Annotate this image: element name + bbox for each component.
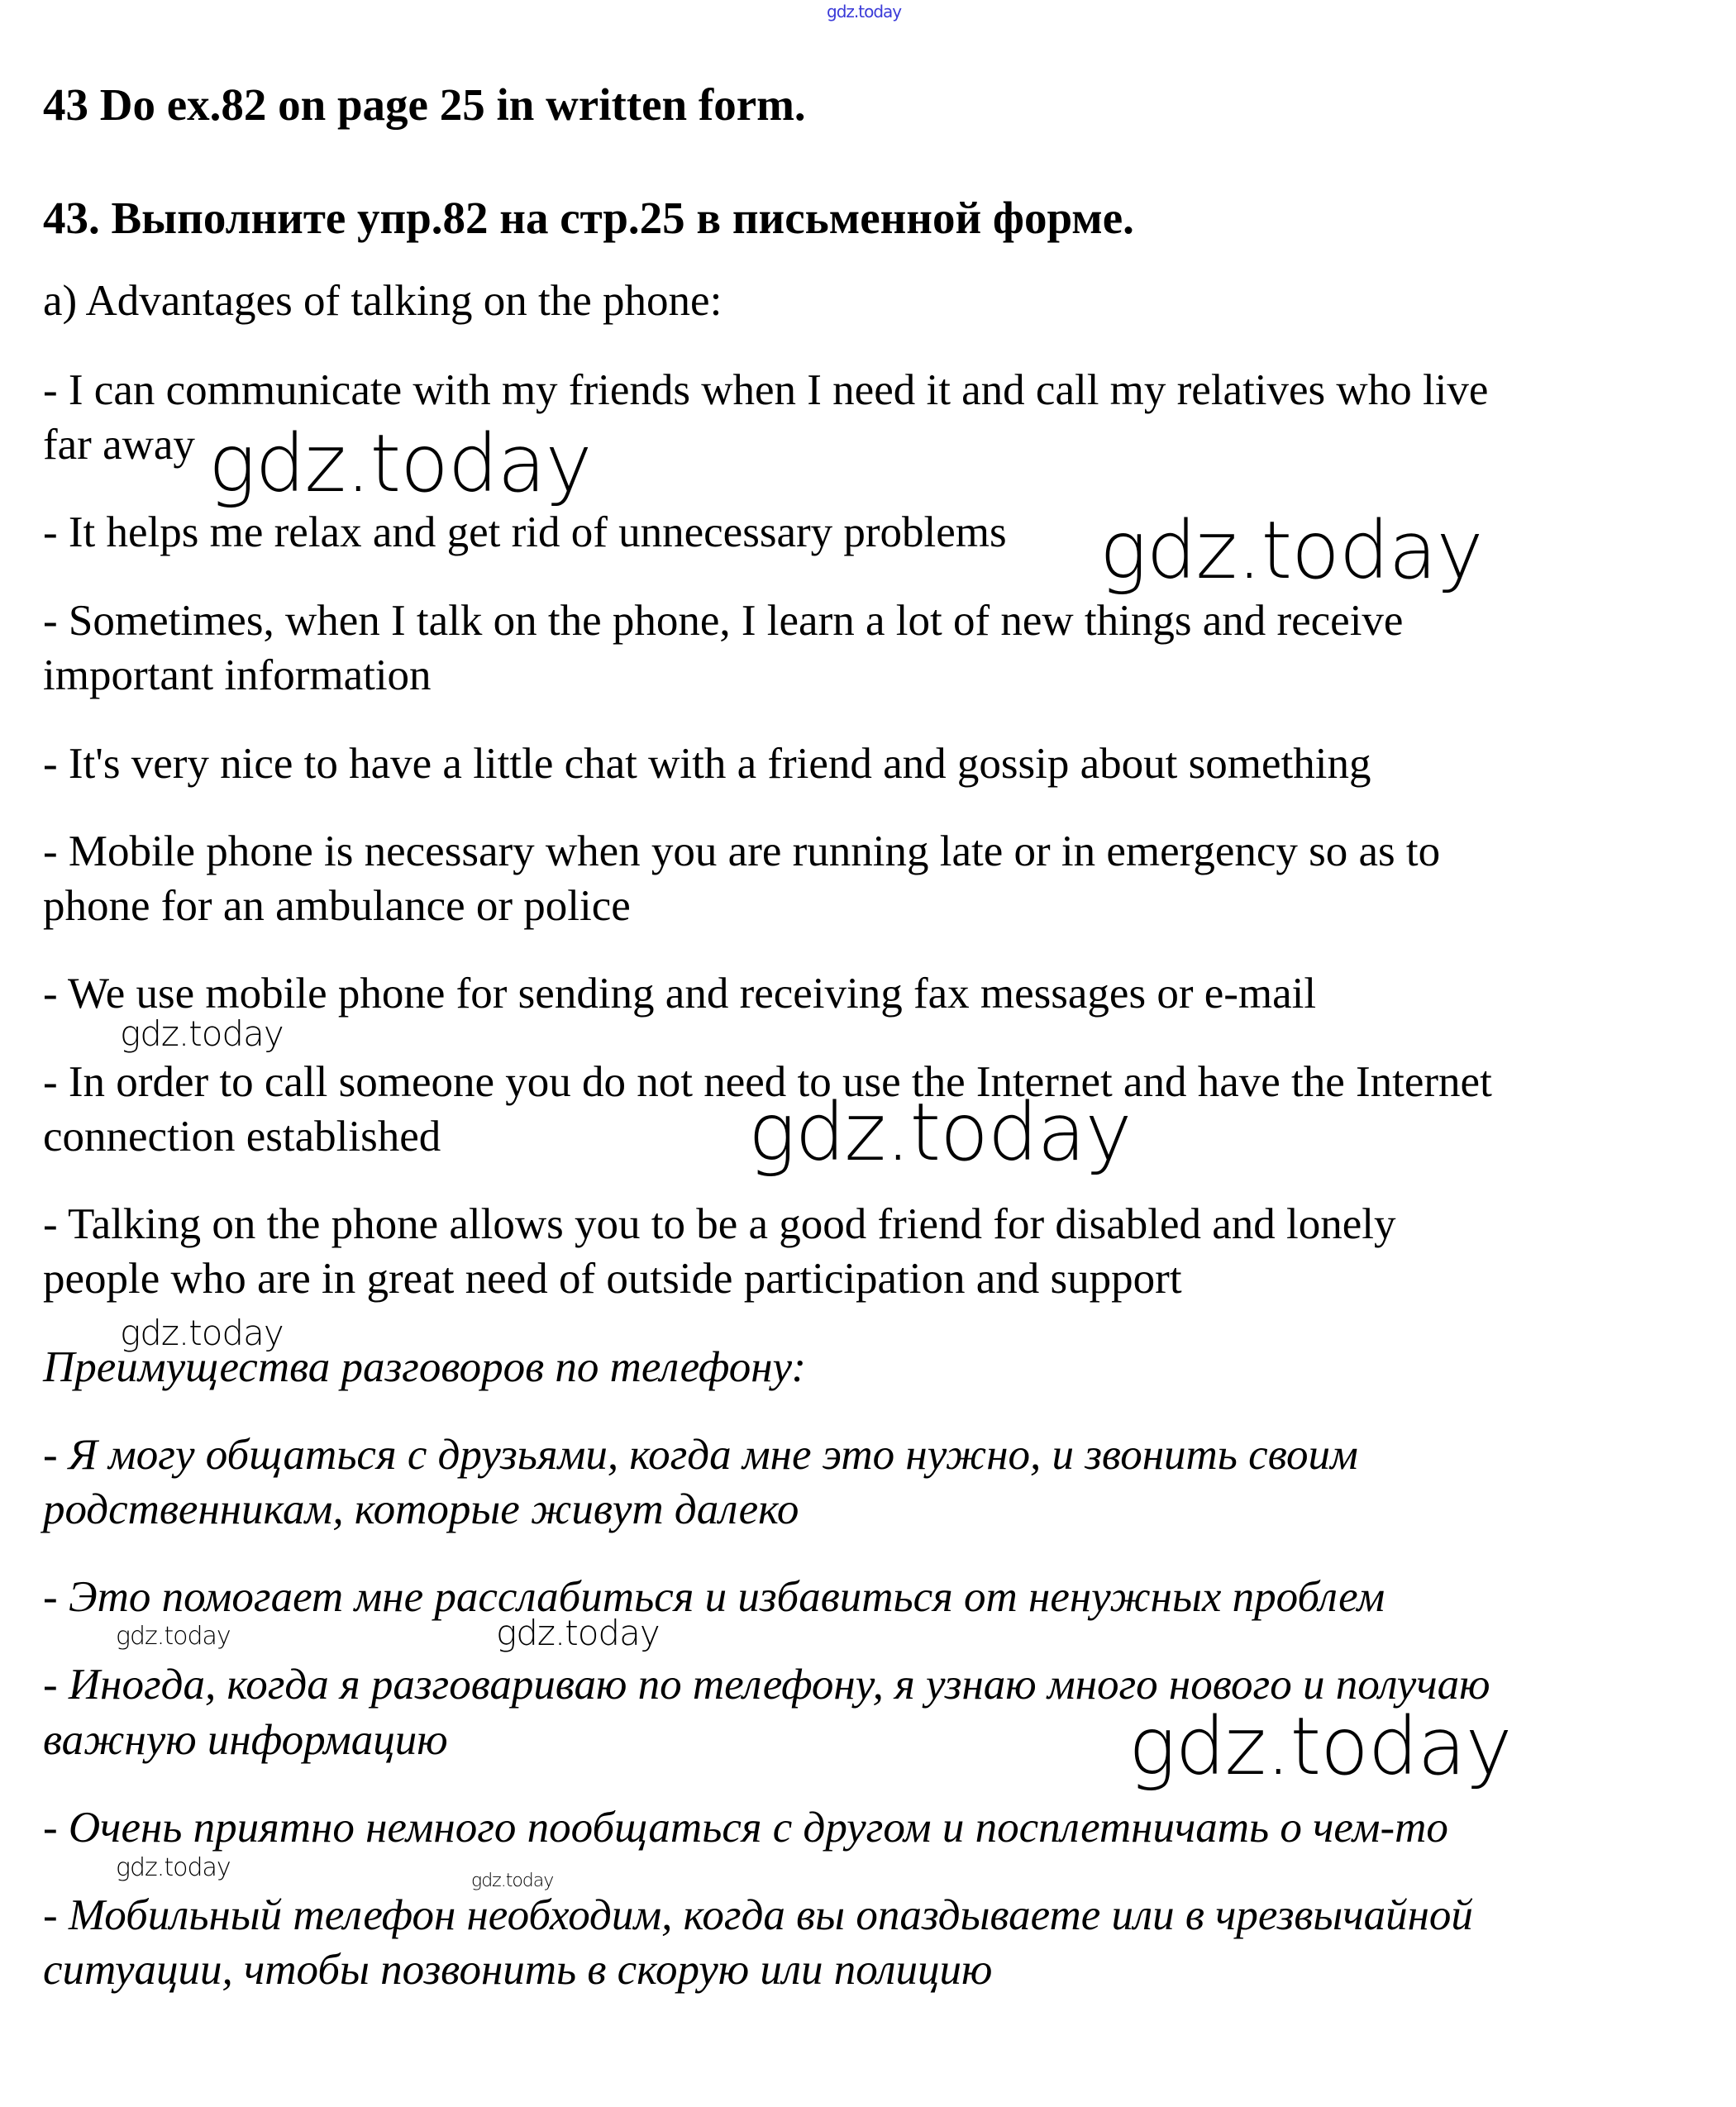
english-line: - In order to call someone you do not need to use the Internet and have the Internet [43,1058,1492,1106]
top-watermark: gdz.today [827,2,902,21]
english-line: people who are in great need of outside participation and support [43,1255,1182,1303]
russian-line: родственникам, которые живут далеко [43,1485,799,1533]
english-line: connection established [43,1113,441,1161]
watermark: gdz.today [120,1313,284,1353]
russian-line: ситуации, чтобы позвонить в скорую или полицию [43,1946,993,1994]
russian-line: - Это помогает мне расслабиться и избавиться от ненужных проблем [43,1573,1385,1621]
english-line: far away [43,421,195,469]
english-line: - Sometimes, when I talk on the phone, I learn a lot of new things and receive [43,597,1404,645]
watermark: gdz.today [471,1871,554,1891]
english-line: - It's very nice to have a little chat with a friend and gossip about something [43,740,1371,788]
english-line: - Talking on the phone allows you to be a good friend for disabled and lonely [43,1200,1396,1248]
russian-line: - Иногда, когда я разговариваю по телефону, я узнаю много нового и получаю [43,1661,1490,1709]
watermark: gdz.today [1099,504,1483,597]
watermark: gdz.today [496,1613,660,1653]
watermark: gdz.today [116,1853,231,1882]
english-line: important information [43,651,432,699]
watermark: gdz.today [120,1013,284,1054]
english-section-heading: a) Advantages of talking on the phone: [43,277,723,325]
watermark: gdz.today [1128,1700,1512,1793]
watermark: gdz.today [116,1622,231,1651]
english-line: - We use mobile phone for sending and receiving fax messages or e-mail [43,970,1317,1018]
russian-line: - Я могу общаться с друзьями, когда мне это нужно, и звонить своим [43,1431,1358,1479]
russian-section-heading: Преимущества разговоров по телефону: [43,1343,806,1391]
english-line: - Mobile phone is necessary when you are running late or in emergency so as to [43,827,1441,875]
russian-line: - Мобильный телефон необходим, когда вы опаздываете или в чрезвычайной [43,1891,1473,1939]
watermark: gdz.today [208,417,592,510]
english-line: - It helps me relax and get rid of unnecessary problems [43,508,1007,556]
english-line: - I can communicate with my friends when I need it and call my relatives who live [43,366,1489,414]
english-line: phone for an ambulance or police [43,882,631,930]
watermark: gdz.today [748,1086,1132,1179]
task-title-russian: 43. Выполните упр.82 на стр.25 в письменной форме. [43,193,1134,243]
russian-line: важную информацию [43,1716,448,1764]
task-title-english: 43 Do ex.82 on page 25 in written form. [43,79,806,130]
russian-line: - Очень приятно немного пообщаться с другом и посплетничать о чем-то [43,1804,1448,1852]
